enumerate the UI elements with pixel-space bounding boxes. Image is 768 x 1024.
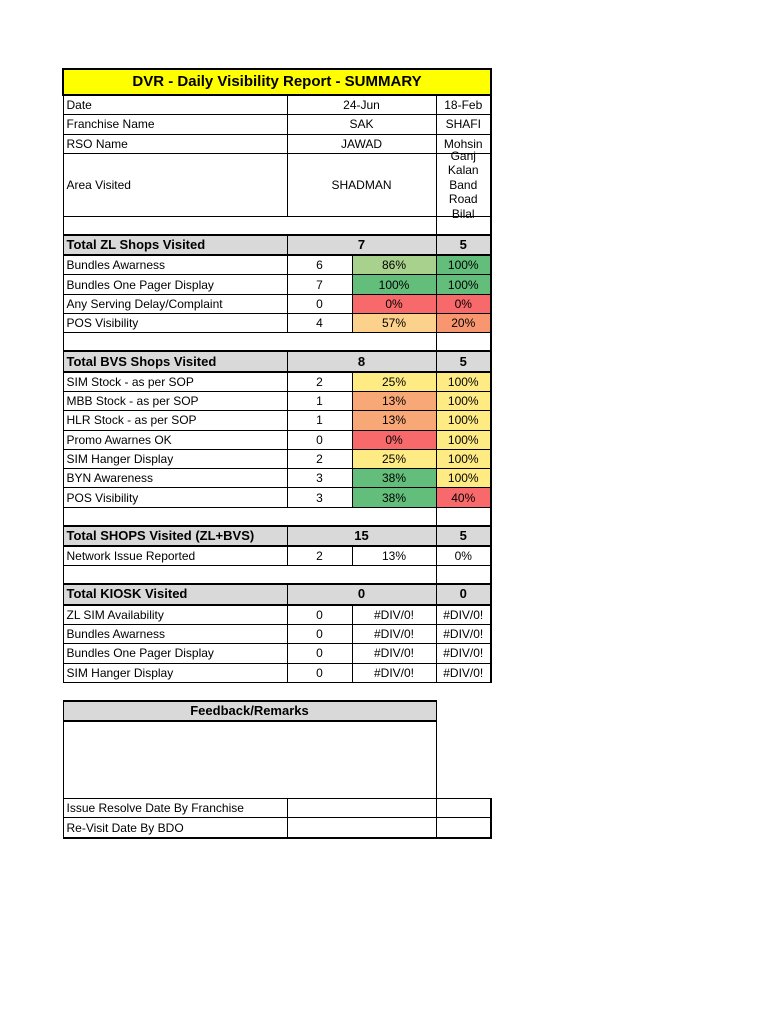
metric-row — [63, 605, 491, 625]
metric-label: BYN Awareness — [63, 469, 287, 488]
metric-percent: #DIV/0! — [352, 663, 436, 682]
metric-row — [63, 546, 491, 566]
footer-input[interactable] — [287, 799, 436, 818]
metric-count: 0 — [287, 430, 352, 449]
metric-count: 0 — [287, 294, 352, 313]
metric-percent: 0% — [352, 430, 436, 449]
metric-percent-2: 20% — [436, 314, 491, 333]
feedback-body-row — [63, 721, 491, 799]
footer-input-2[interactable] — [436, 799, 491, 818]
metric-percent: 13% — [352, 546, 436, 566]
info-value: SAK — [287, 115, 436, 134]
spacer-cell — [63, 333, 436, 352]
metric-percent-2: 100% — [436, 449, 491, 468]
metric-label: Promo Awarnes OK — [63, 430, 287, 449]
metric-label: Bundles One Pager Display — [63, 275, 287, 294]
section-header-label: Total BVS Shops Visited — [63, 351, 287, 371]
metric-percent: 13% — [352, 391, 436, 410]
metric-count: 4 — [287, 314, 352, 333]
info-label: Franchise Name — [63, 115, 287, 134]
section-header-count-2: 5 — [436, 526, 491, 546]
metric-percent-2: 0% — [436, 546, 491, 566]
spacer-cell — [63, 216, 436, 235]
metric-percent: 38% — [352, 469, 436, 488]
info-row — [63, 115, 491, 134]
info-label: Date — [63, 95, 287, 115]
section-header-count-2: 5 — [436, 351, 491, 371]
section-header-count-2: 5 — [436, 235, 491, 255]
feedback-side — [436, 721, 491, 799]
spacer-cell — [63, 682, 436, 701]
metric-count: 0 — [287, 624, 352, 643]
metric-row — [63, 275, 491, 294]
metric-percent: 86% — [352, 255, 436, 275]
section-header-count-2: 0 — [436, 584, 491, 604]
spacer-row — [63, 566, 491, 585]
metric-label: Bundles One Pager Display — [63, 644, 287, 663]
info-value-2: 18-Feb — [436, 95, 491, 115]
metric-percent: 25% — [352, 449, 436, 468]
section-header-label: Total ZL Shops Visited — [63, 235, 287, 255]
footer-label: Issue Resolve Date By Franchise — [63, 799, 287, 818]
summary-sheet — [62, 68, 490, 839]
metric-row — [63, 372, 491, 392]
section-header-count: 7 — [287, 235, 436, 255]
footer-label: Re-Visit Date By BDO — [63, 818, 287, 838]
spacer-row — [63, 682, 491, 701]
metric-count: 2 — [287, 449, 352, 468]
metric-percent-2: 0% — [436, 294, 491, 313]
section-header-count: 8 — [287, 351, 436, 371]
spacer-cell — [436, 507, 491, 526]
metric-percent: #DIV/0! — [352, 644, 436, 663]
area-label: Area Visited — [63, 153, 287, 216]
metric-label: ZL SIM Availability — [63, 605, 287, 625]
metric-percent: 25% — [352, 372, 436, 392]
section-header — [63, 584, 491, 604]
metric-row — [63, 488, 491, 507]
metric-label: Bundles Awarness — [63, 624, 287, 643]
metric-count: 0 — [287, 605, 352, 625]
metric-percent-2: #DIV/0! — [436, 624, 491, 643]
metric-row — [63, 624, 491, 643]
footer-row — [63, 818, 491, 838]
metric-percent-2: #DIV/0! — [436, 644, 491, 663]
section-header — [63, 526, 491, 546]
metric-label: POS Visibility — [63, 488, 287, 507]
metric-percent: #DIV/0! — [352, 605, 436, 625]
feedback-side — [436, 701, 491, 721]
metric-label: Bundles Awarness — [63, 255, 287, 275]
metric-count: 0 — [287, 644, 352, 663]
section-header — [63, 351, 491, 371]
metric-label: Network Issue Reported — [63, 546, 287, 566]
spacer-row — [63, 333, 491, 352]
info-row — [63, 95, 491, 115]
area-value: SHADMAN — [287, 153, 436, 216]
metric-percent-2: 100% — [436, 275, 491, 294]
metric-percent: 57% — [352, 314, 436, 333]
metric-percent-2: 100% — [436, 469, 491, 488]
info-value: 24-Jun — [287, 95, 436, 115]
info-value-2: SHAFI — [436, 115, 491, 134]
info-label: RSO Name — [63, 134, 287, 153]
area-row — [63, 153, 491, 216]
feedback-header-row — [63, 701, 491, 721]
metric-row — [63, 255, 491, 275]
metric-row — [63, 411, 491, 430]
report-title: DVR - Daily Visibility Report - SUMMARY — [63, 69, 491, 95]
metric-label: SIM Stock - as per SOP — [63, 372, 287, 392]
feedback-title: Feedback/Remarks — [63, 701, 436, 721]
metric-label: HLR Stock - as per SOP — [63, 411, 287, 430]
section-header — [63, 235, 491, 255]
area-value-2 — [436, 148, 491, 221]
metric-percent-2: #DIV/0! — [436, 663, 491, 682]
metric-count: 1 — [287, 391, 352, 410]
metric-row — [63, 391, 491, 410]
spacer-cell — [63, 507, 436, 526]
metric-row — [63, 294, 491, 313]
metric-percent-2: 100% — [436, 255, 491, 275]
metric-count: 7 — [287, 275, 352, 294]
spacer-cell — [436, 566, 491, 585]
area-value-2-text: Ganj Kalan Band Road Bilal — [447, 148, 479, 221]
metric-row — [63, 449, 491, 468]
metric-percent-2: 100% — [436, 391, 491, 410]
metric-row — [63, 314, 491, 333]
metric-row — [63, 663, 491, 682]
metric-label: SIM Hanger Display — [63, 449, 287, 468]
metric-label: MBB Stock - as per SOP — [63, 391, 287, 410]
metric-percent-2: 40% — [436, 488, 491, 507]
spacer-cell — [63, 566, 436, 585]
metric-label: Any Serving Delay/Complaint — [63, 294, 287, 313]
metric-row — [63, 430, 491, 449]
section-header-count: 0 — [287, 584, 436, 604]
section-header-count: 15 — [287, 526, 436, 546]
feedback-textarea[interactable] — [63, 721, 436, 799]
section-header-label: Total KIOSK Visited — [63, 584, 287, 604]
metric-count: 6 — [287, 255, 352, 275]
metric-percent: 13% — [352, 411, 436, 430]
info-row — [63, 134, 491, 153]
metric-percent: 100% — [352, 275, 436, 294]
metric-row — [63, 469, 491, 488]
metric-percent-2: 100% — [436, 430, 491, 449]
spacer-row — [63, 216, 491, 235]
report-table — [62, 68, 492, 839]
metric-percent-2: 100% — [436, 411, 491, 430]
metric-count: 3 — [287, 488, 352, 507]
metric-label: POS Visibility — [63, 314, 287, 333]
spacer-row — [63, 507, 491, 526]
metric-percent: 0% — [352, 294, 436, 313]
footer-row — [63, 799, 491, 818]
metric-count: 2 — [287, 546, 352, 566]
metric-percent: 38% — [352, 488, 436, 507]
metric-percent-2: 100% — [436, 372, 491, 392]
footer-input[interactable] — [287, 818, 436, 838]
info-value: JAWAD — [287, 134, 436, 153]
spacer-cell — [436, 682, 491, 701]
metric-count: 3 — [287, 469, 352, 488]
metric-count: 1 — [287, 411, 352, 430]
footer-input-2[interactable] — [436, 818, 491, 838]
metric-label: SIM Hanger Display — [63, 663, 287, 682]
metric-percent-2: #DIV/0! — [436, 605, 491, 625]
section-header-label: Total SHOPS Visited (ZL+BVS) — [63, 526, 287, 546]
metric-row — [63, 644, 491, 663]
info-value-2: Mohsin — [436, 134, 491, 153]
metric-percent: #DIV/0! — [352, 624, 436, 643]
spacer-cell — [436, 333, 491, 352]
metric-count: 0 — [287, 663, 352, 682]
metric-count: 2 — [287, 372, 352, 392]
